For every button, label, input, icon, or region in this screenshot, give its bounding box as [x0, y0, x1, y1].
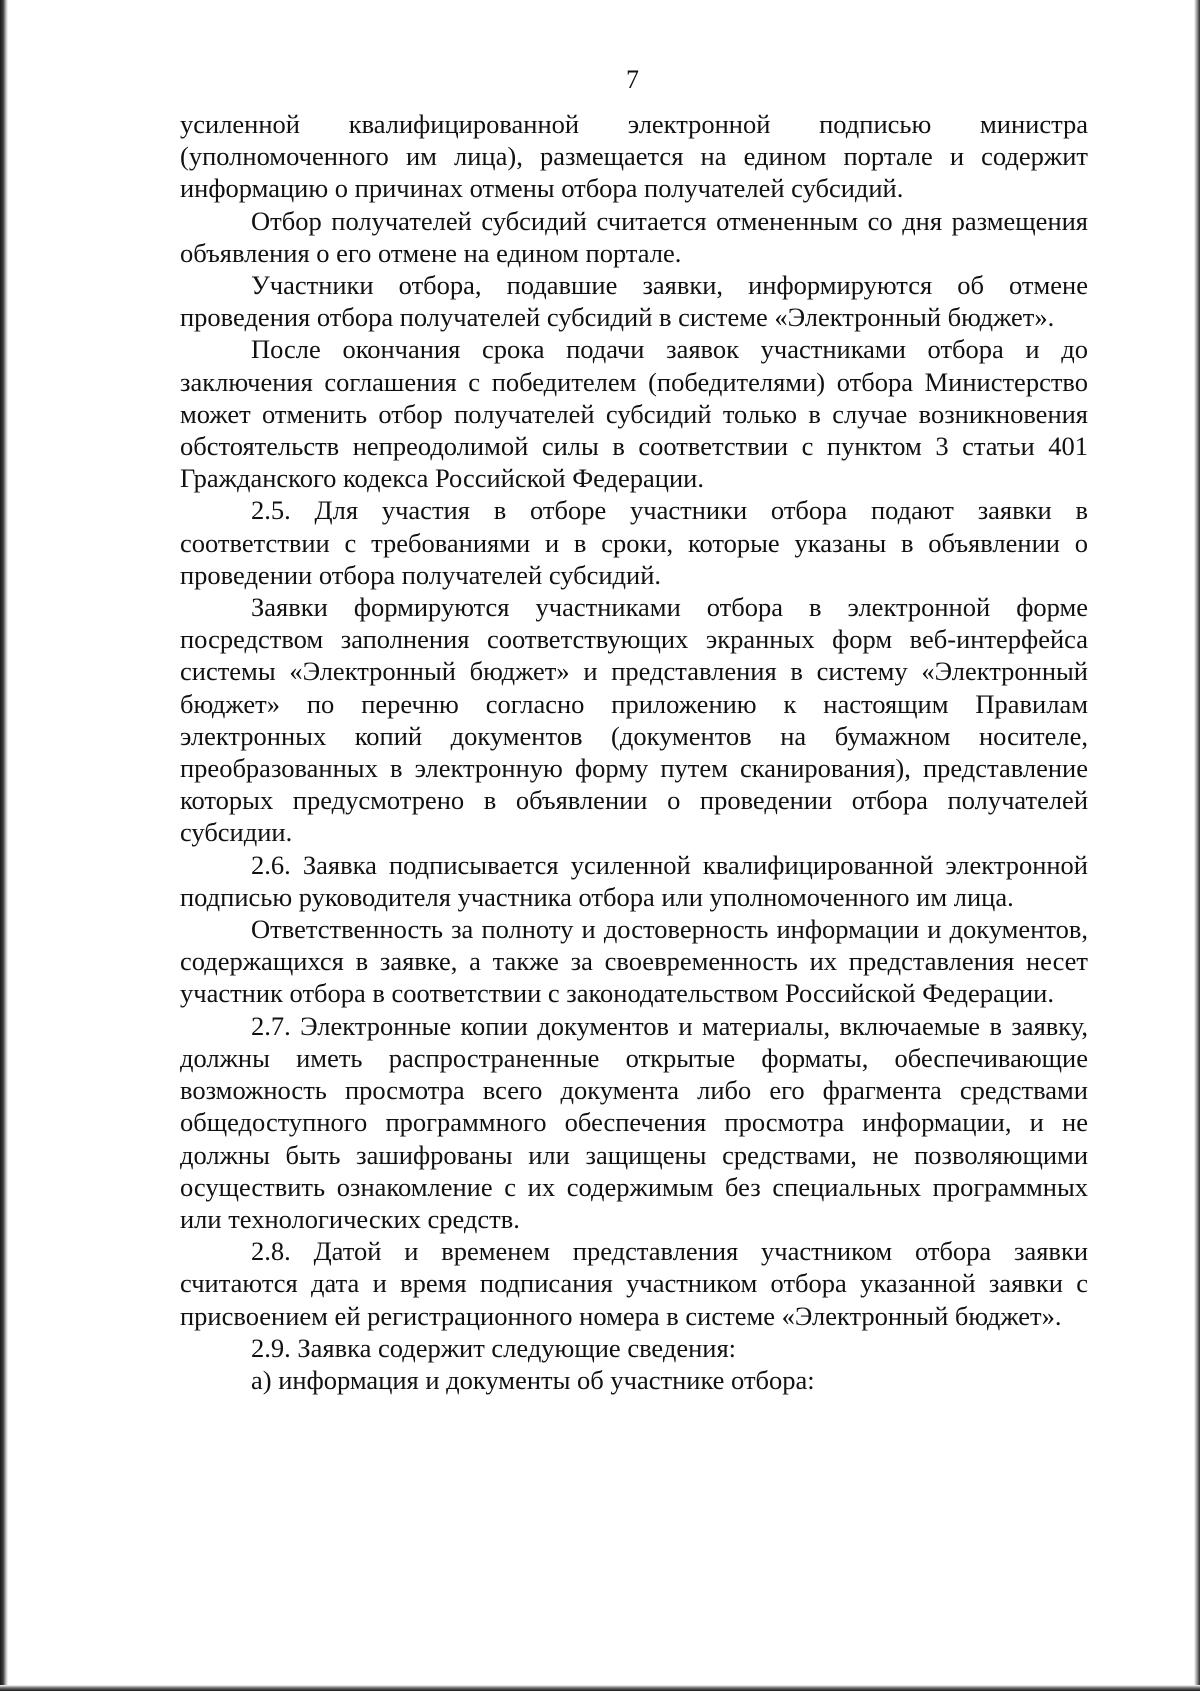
scan-edge-left: [0, 0, 8, 1691]
paragraph-cancellation-date: Отбор получателей субсидий считается отмененным со дня размещения объявления о его отмене на едином портале.: [180, 205, 1088, 268]
paragraph-force-majeure: После окончания срока подачи заявок участниками отбора и до заключения соглашения с победителем (победителями) отбора Министерство может отменить отбор получателей субсидий только в случае возникновения обстоятельств непреодолимой силы в соответствии с пунктом 3 статьи 401 Гражданского кодекса Российской Федерации.: [180, 334, 1088, 494]
paragraph-2-5: 2.5. Для участия в отборе участники отбора подают заявки в соответствии с требованиями и в сроки, которые указаны в объявлении о проведении отбора получателей субсидий.: [180, 495, 1088, 590]
paragraph-item-a: а) информация и документы об участнике отбора:: [251, 1364, 815, 1395]
paragraph-2-9: 2.9. Заявка содержит следующие сведения:: [251, 1332, 737, 1363]
paragraph-continuation: усиленной квалифицированной электронной подписью министра (уполномоченного им лица), размещается на едином портале и содержит информацию о причинах отмены отбора получателей субсидий.: [180, 109, 1088, 204]
document-body: [180, 108, 1088, 1396]
scan-edge-bottom: [0, 1685, 1200, 1691]
scan-edge-right: [1194, 0, 1200, 1691]
paragraph-participants-informed: Участники отбора, подавшие заявки, информируются об отмене проведения отбора получателей субсидий в системе «Электронный бюджет».: [180, 270, 1088, 333]
paragraph-application-forming: Заявки формируются участниками отбора в электронной форме посредством заполнения соответствующих экранных форм веб-интерфейса системы «Электронный бюджет» и представления в систему «Электронный бюджет» по перечню согласно приложению к настоящим Правилам электронных копий документов (документов на бумажном носителе, преобразованных в электронную форму путем сканирования), представление которых предусмотрено в объявлении о проведении отбора получателей субсидии.: [180, 592, 1088, 848]
page-number: 7: [626, 65, 639, 94]
paragraph-2-8: 2.8. Датой и временем представления участником отбора заявки считаются дата и время подписания участником отбора указанной заявки с присвоением ей регистрационного номера в системе «Электронный бюджет».: [180, 1236, 1088, 1331]
paragraph-2-7: 2.7. Электронные копии документов и материалы, включаемые в заявку, должны иметь распространенные открытые форматы, обеспечивающие возможность просмотра всего документа либо его фрагмента средствами общедоступного программного обеспечения просмотра информации, и не должны быть зашифрованы или защищены средствами, не позволяющими осуществить ознакомление с их содержимым без специальных программных или технологических средств.: [180, 1010, 1088, 1234]
paragraph-2-6: 2.6. Заявка подписывается усиленной квалифицированной электронной подписью руководителя участника отбора или уполномоченного им лица.: [180, 849, 1088, 912]
paragraph-responsibility: Ответственность за полноту и достоверность информации и документов, содержащихся в заявке, а также за своевременность их представления несет участник отбора в соответствии с законодательством Российской Федерации.: [180, 914, 1088, 1009]
